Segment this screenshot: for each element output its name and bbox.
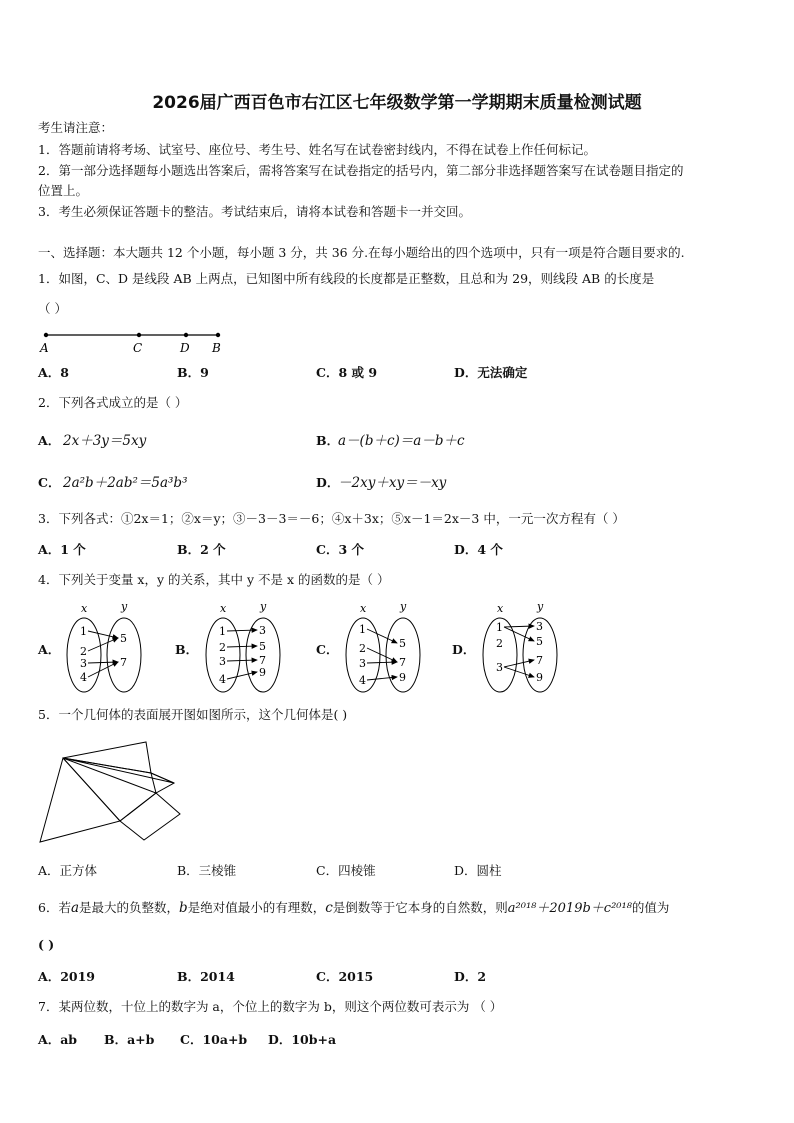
mapping-arrow [88,638,118,651]
range-value: 7 [259,654,266,667]
q6-option-b: B．2014 [177,969,235,984]
range-value: 9 [399,671,406,684]
range-value: 5 [259,640,266,653]
range-axis-label: y [121,600,128,613]
section-heading: 一、选择题：本大题共 12 个小题，每小题 3 分，共 36 分.在每小题给出的四个选项中，只有一项是符合题目要求的. [38,245,685,260]
range-value: 3 [536,620,543,633]
q3-stem: 3．下列各式：①2x＝1；②x＝y；③－3－3＝－6；④x＋3x；⑤x－1＝2x－3 中，一元一次方程有（ ） [38,511,625,526]
mapping-arrow [227,660,257,661]
q2-expr-b: a－(b＋c)＝a－b＋c [338,433,465,449]
domain-value: 3 [80,657,87,670]
range-value: 5 [120,632,127,645]
range-value: 3 [259,624,266,637]
mapping-arrow [88,662,118,677]
q2-stem: 2．下列各式成立的是（ ） [38,395,188,410]
net-bottom-triangle [40,758,120,842]
mapping-arrow [88,631,118,638]
range-axis-label: y [260,600,267,613]
domain-value: 4 [359,674,366,687]
page-title: 2026届广西百色市右江区七年级数学第一学期期末质量检测试题 [152,93,642,113]
mapping-arrow [504,667,534,677]
domain-value: 1 [80,625,87,638]
q4-label-d: D． [452,642,476,657]
q2-label-b: B． [316,433,340,448]
range-value: 7 [399,656,406,669]
notice-heading: 考生请注意： [38,120,114,135]
q2-label-d: D． [316,475,340,490]
q5-net-figure [38,740,188,845]
domain-value: 4 [80,671,87,684]
q3-option-b: B．2 个 [177,542,226,557]
range-value: 9 [536,671,543,684]
notice-item-3: 3．考生必须保证答题卡的整洁。考试结束后，请将本试卷和答题卡一并交回。 [38,204,471,219]
q6-stem-c: 是绝对值最小的有理数， [187,900,326,915]
q5-option-b: B．三棱锥 [177,863,237,878]
q7-option-b: B．a+b [104,1032,155,1047]
domain-value: 3 [496,661,503,674]
q7-stem: 7．某两位数，十位上的数字为 a，个位上的数字为 b，则这个两位数可表示为 （ ） [38,999,503,1014]
domain-value: 2 [359,642,366,655]
point-b-label: B [212,341,221,355]
domain-value: 2 [219,641,226,654]
q4-label-a: A． [38,642,61,657]
q3-option-c: C．3 个 [316,542,364,557]
q5-option-a: A．正方体 [38,863,98,878]
domain-axis-label: x [360,602,367,615]
q6-expression: a²⁰¹⁸＋2019b＋c²⁰¹⁸ [507,901,632,916]
point-d-label: D [180,341,190,355]
q6-stem-e: 的值为 [631,900,670,915]
q2-label-c: C． [38,475,61,490]
domain-axis-label: x [81,602,88,615]
range-value: 9 [259,666,266,679]
range-value: 7 [536,654,543,667]
domain-value: 3 [359,657,366,670]
domain-value: 1 [359,623,366,636]
point-c-label: C [133,341,143,355]
net-square-base [120,793,180,840]
q4-stem: 4．下列关于变量 x，y 的关系，其中 y 不是 x 的函数的是（ ） [38,572,390,587]
q1-option-b: B．9 [177,365,209,380]
notice-item-2-cont: 位置上。 [38,183,89,198]
q2-label-a: A． [38,433,61,448]
q3-option-d: D．4 个 [454,542,503,557]
q6-paren: ( ) [38,937,55,952]
range-value: 7 [120,656,127,669]
q5-option-c: C．四棱锥 [316,863,376,878]
domain-value: 3 [219,655,226,668]
q6-option-c: C．2015 [316,969,374,984]
q6-option-d: D．2 [454,969,487,984]
domain-value: 2 [496,637,503,650]
domain-value: 1 [496,621,503,634]
mapping-arrow [367,662,397,663]
q6-var-c: c [325,900,333,916]
q6-stem-a: 6．若 [38,900,71,915]
domain-value: 4 [219,673,226,686]
q6-stem-b: 是最大的负整数， [79,900,180,915]
range-value: 5 [399,637,406,650]
net-middle-triangle [63,758,156,821]
q4-diagram-b [206,600,280,692]
mapping-arrow [367,648,397,662]
q6-stem-d: 是倒数等于它本身的自然数，则 [332,900,508,915]
mapping-arrow [367,677,397,680]
q7-option-c: C．10a+b [180,1032,248,1047]
range-axis-label: y [400,600,407,613]
net-small-face [151,773,174,793]
q7-option-d: D．10b+a [268,1032,337,1047]
domain-value: 2 [80,645,87,658]
q4-label-c: C． [316,642,339,657]
q4-diagram-d [483,600,557,692]
q5-option-d: D．圆柱 [454,863,502,878]
q6-var-a: a [70,900,80,916]
point-a-label: A [40,341,49,355]
q6-stem [38,899,669,918]
domain-value: 1 [219,625,226,638]
mapping-arrow [227,672,257,679]
q2-expr-d: －2xy＋xy＝－xy [338,475,447,491]
mapping-arrow [227,646,257,647]
mapping-arrow [367,629,397,643]
mapping-arrow [504,627,534,641]
q4-diagram-a [67,600,141,692]
domain-axis-label: x [220,602,227,615]
notice-item-2: 2．第一部分选择题每小题选出答案后，需将答案写在试卷指定的括号内，第二部分非选择题答案写在试卷题目指定的 [38,163,684,178]
mapping-arrow [88,662,118,663]
q5-stem: 5．一个几何体的表面展开图如图所示，这个几何体是( ) [38,707,348,722]
q1-option-c: C．8 或 9 [316,365,378,380]
q6-option-a: A．2019 [38,969,95,984]
q4-diagram-c [346,600,420,692]
q6-var-b: b [179,900,188,916]
q3-option-a: A．1 个 [38,542,86,557]
notice-item-1: 1．答题前请将考场、试室号、座位号、考生号、姓名写在试卷密封线内，不得在试卷上作任何标记。 [38,142,596,157]
range-value: 5 [536,635,543,648]
q2-expr-c: 2a²b＋2ab²＝5a³b³ [63,475,188,491]
mapping-arrow [504,660,534,667]
mapping-arrow [227,630,257,631]
q7-option-a: A．ab [38,1032,78,1047]
range-ellipse [107,618,141,692]
domain-axis-label: x [497,602,504,615]
q1-option-a: A．8 [38,365,69,380]
q4-label-b: B． [175,642,199,657]
q1-stem: 1．如图，C、D 是线段 AB 上两点，已知图中所有线段的长度都是正整数，且总和为 29，则线段 AB 的长度是 [38,271,655,286]
range-axis-label: y [537,600,544,613]
q1-paren: （ ） [38,301,67,316]
q2-expr-a: 2x＋3y＝5xy [63,433,147,449]
pyramid-net [40,742,180,842]
q1-option-d: D．无法确定 [454,365,528,380]
